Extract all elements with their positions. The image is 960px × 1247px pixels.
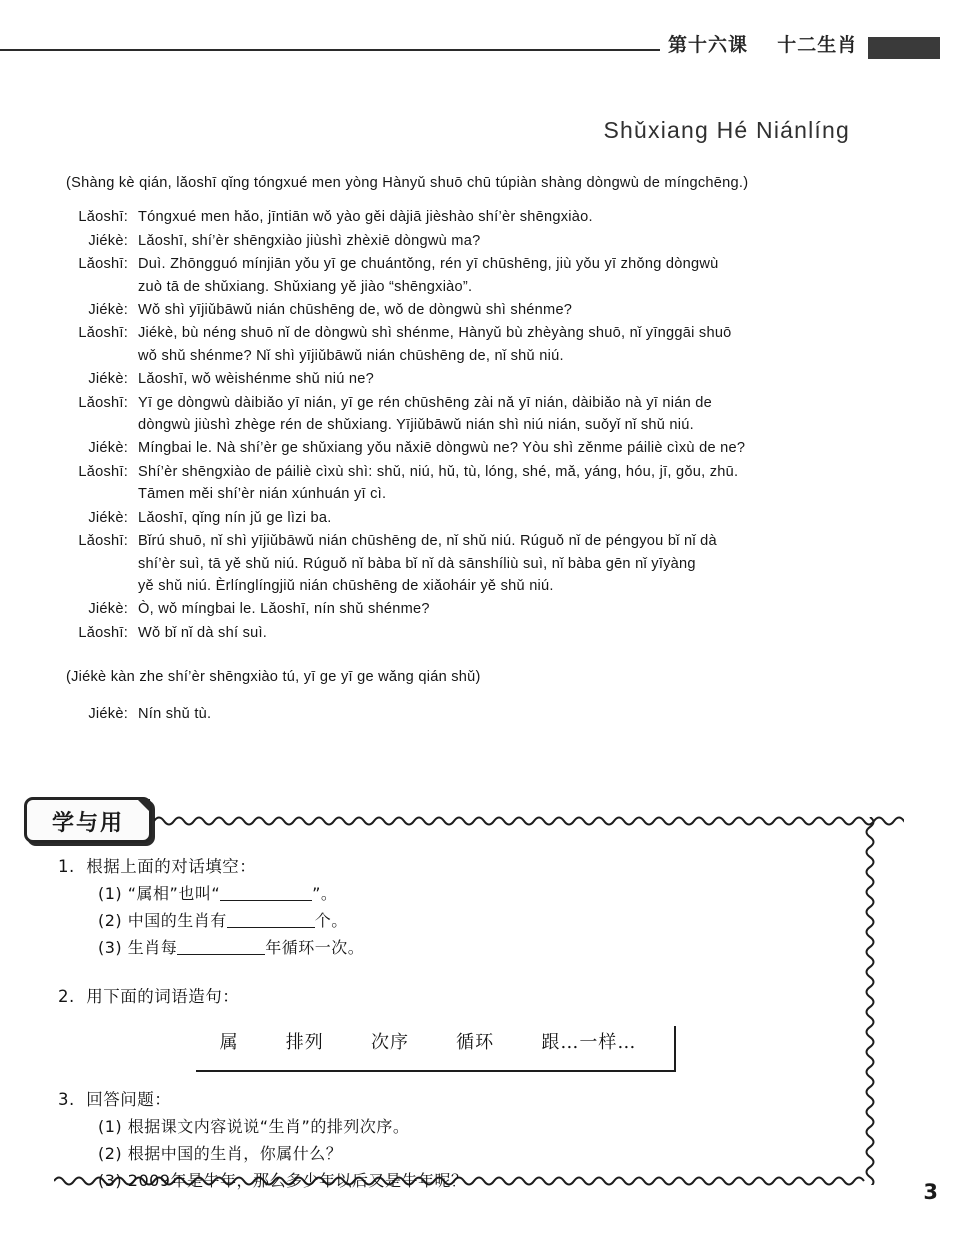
spacer <box>56 967 826 983</box>
speaker-label: Lǎoshī: <box>78 533 128 550</box>
dialogue-line: Wǒ shì yījiǔbāwǔ nián chūshēng de, wǒ de dòngwù shì shénme? <box>138 302 573 319</box>
subitem-label: (1) <box>98 884 123 903</box>
subitem-text-before: “属相”也叫“ <box>127 884 221 903</box>
lesson-topic: 十二生肖 <box>777 34 858 56</box>
speaker-lines <box>138 530 870 597</box>
vocabulary-word: 排列 <box>285 1032 324 1053</box>
dialogue-turn <box>60 530 870 597</box>
speaker-label: Lǎoshī: <box>78 325 128 342</box>
dialogue-line: Bǐrú shuō, nǐ shì yījiǔbāwǔ nián chūshēng de, nǐ shǔ niú. Rúguǒ nǐ de péngyou bǐ nǐ dà <box>138 533 717 550</box>
exercise-subitem <box>98 1167 826 1194</box>
subitem-text-after: 年循环一次。 <box>265 938 365 957</box>
vocabulary-word: 次序 <box>370 1032 409 1053</box>
exercise-subitem <box>98 1113 826 1140</box>
speaker-lines <box>138 368 870 390</box>
speaker-lines <box>138 322 870 367</box>
dialogue-turn <box>60 461 870 506</box>
wavy-border-right <box>860 817 880 1185</box>
exercise-number: 1. <box>58 857 75 876</box>
dialogue-line: Jiékè, bù néng shuō nǐ de dòngwù shì shénme, Hànyǔ bù zhèyàng shuō, nǐ yīnggāi shuō <box>138 325 732 342</box>
dialogue-turn <box>60 392 870 437</box>
speaker-lines <box>138 598 870 620</box>
dialogue-line: Wǒ bǐ nǐ dà shí suì. <box>138 624 268 641</box>
dialogue-line: Tóngxué men hǎo, jīntiān wǒ yào gěi dàjiā jièshào shí’èr shēngxiào. <box>138 209 593 226</box>
subitem-label: (1) <box>98 1117 123 1136</box>
vocabulary-row <box>196 1028 660 1054</box>
exercise-subitem <box>98 907 826 934</box>
dialogue-turn <box>60 437 870 459</box>
speaker-label: Lǎoshī: <box>78 209 128 226</box>
speaker-label: Lǎoshī: <box>78 624 128 641</box>
vocabulary-box <box>196 1026 676 1072</box>
section-badge <box>24 797 152 843</box>
dialogue-line: Tāmen měi shí’èr nián xúnhuán yī cì. <box>138 486 387 503</box>
speaker-lines <box>138 461 870 506</box>
running-head-block <box>868 37 940 59</box>
page-title: Shǔxiang Hé Niánlíng <box>603 117 850 143</box>
speaker-label: Jiékè: <box>88 705 128 722</box>
speaker-lines <box>138 253 870 298</box>
running-head-title <box>668 30 857 57</box>
dialogue-line: Duì. Zhōngguó mínjiān yǒu yī ge chuántǒng, rén yī chūshēng, jiù yǒu yī zhǒng dòngwù <box>138 256 719 273</box>
subitem-label: (3) <box>98 938 123 957</box>
exercise-heading <box>58 983 826 1010</box>
subitem-text: 根据中国的生肖，你属什么？ <box>127 1144 343 1163</box>
fill-blank[interactable] <box>177 937 265 955</box>
subitem-text: 2009年是牛年，那么多少年以后又是牛年呢？ <box>127 1171 468 1190</box>
speaker-label: Jiékè: <box>88 302 128 319</box>
dialogue-line: zuò tā de shǔxiang. Shǔxiang yě jiào “shēngxiào”. <box>138 278 473 295</box>
stage-direction: (Shàng kè qián, lǎoshī qǐng tóngxué men yòng Hànyǔ shuō chū túpiàn shàng dòngwù de míngchēng.) <box>66 175 749 191</box>
section-badge-label: 学与用 <box>51 811 124 836</box>
dialogue-line: Lǎoshī, shí’èr shēngxiào jiùshì zhèxiē dòngwù ma? <box>138 232 481 249</box>
speaker-label: Lǎoshī: <box>78 463 128 480</box>
dialogue-line: Ò, wǒ míngbai le. Lǎoshī, nín shǔ shénme? <box>138 601 430 618</box>
speaker-label: Jiékè: <box>88 232 128 249</box>
dialogue-turn <box>60 230 870 252</box>
running-head-rule <box>0 49 660 51</box>
speaker-label: Lǎoshī: <box>78 256 128 273</box>
subitem-label: (2) <box>98 911 123 930</box>
speaker-lines <box>138 230 870 252</box>
dialogue-turn <box>60 322 870 367</box>
dialogue-line: Míngbai le. Nà shí’èr ge shǔxiang yǒu nǎxiē dòngwù ne? Yòu shì zěnme páiliè cìxù de ne? <box>138 440 746 457</box>
exercise-heading-text: 用下面的词语造句： <box>86 987 240 1006</box>
exercises-content <box>56 853 826 1200</box>
dialogue-line: Nín shǔ tù. <box>138 705 212 722</box>
wavy-border-top <box>154 813 904 829</box>
exercise-subitem <box>98 934 826 961</box>
exercise-item-1 <box>56 853 826 961</box>
subitem-label: (3) <box>98 1171 123 1190</box>
speaker-lines <box>138 392 870 437</box>
dialogue-turn <box>60 622 870 644</box>
exercise-heading-text: 回答问题： <box>86 1090 172 1109</box>
dialogue-line: yě shǔ niú. Èrlínglíngjiǔ nián chūshēng de xiǎoháir yě shǔ niú. <box>138 577 554 594</box>
speaker-label: Jiékè: <box>88 509 128 526</box>
subitem-text-before: 中国的生肖有 <box>127 911 227 930</box>
speaker-label: Jiékè: <box>88 371 128 388</box>
speaker-lines <box>138 299 870 321</box>
exercise-subitem <box>98 1140 826 1167</box>
running-head <box>0 30 960 70</box>
dialogue-turn <box>60 598 870 620</box>
dialogue-body <box>60 172 870 726</box>
subitem-text: 根据课文内容说说“生肖”的排列次序。 <box>127 1117 410 1136</box>
dialogue-line: Lǎoshī, qǐng nín jǔ ge lìzi ba. <box>138 509 332 526</box>
dialogue-line: wǒ shǔ shénme? Nǐ shì yījiǔbāwǔ nián chūshēng de, nǐ shǔ niú. <box>138 347 564 364</box>
subitem-text-after: 个。 <box>314 911 348 930</box>
exercise-item-3 <box>56 1086 826 1194</box>
exercises-panel <box>24 795 904 1215</box>
speaker-lines <box>138 703 870 725</box>
subitem-label: (2) <box>98 1144 123 1163</box>
dialogue-line: Yī ge dòngwù dàibiǎo yī nián, yī ge rén chūshēng zài nǎ yī nián, dàibiǎo nà yī nián de <box>138 394 713 411</box>
dialogue-turn <box>60 299 870 321</box>
lesson-number: 第十六课 <box>668 34 749 56</box>
speaker-lines <box>138 622 870 644</box>
dialogue-turn <box>60 253 870 298</box>
dialogue-line: Shí’èr shēngxiào de páiliè cìxù shì: shǔ, niú, hǔ, tù, lóng, shé, mǎ, yáng, hóu, jī, gǒu, zhū. <box>138 463 739 480</box>
dialogue-line: dòngwù jiùshì zhège rén de shǔxiang. Yījiǔbāwǔ nián shì niú nián, suǒyǐ nǐ shǔ niú. <box>138 417 694 434</box>
fill-blank[interactable] <box>227 910 315 928</box>
dialogue-turn <box>60 703 870 725</box>
speaker-label: Jiékè: <box>88 440 128 457</box>
dialogue-line: Lǎoshī, wǒ wèishénme shǔ niú ne? <box>138 371 374 388</box>
dialogue-line: shí’èr suì, tā yě shǔ niú. Rúguǒ nǐ bàba bǐ nǐ dà sānshíliù suì, nǐ bàba gēn nǐ yīyàng <box>138 555 696 572</box>
exercise-heading-text: 根据上面的对话填空： <box>86 857 257 876</box>
subitem-text-after: ”。 <box>312 884 338 903</box>
page-number: 3 <box>923 1180 938 1204</box>
speaker-lines <box>138 437 870 459</box>
speaker-label: Lǎoshī: <box>78 394 128 411</box>
exercise-number: 2. <box>58 987 75 1006</box>
speaker-lines <box>138 507 870 529</box>
dialogue-turn <box>60 507 870 529</box>
exercise-heading <box>58 1086 826 1113</box>
speaker-lines <box>138 206 870 228</box>
dialogue-turn <box>60 368 870 390</box>
dialogue-turn <box>60 206 870 228</box>
fill-blank[interactable] <box>220 883 312 901</box>
exercise-subitem <box>98 880 826 907</box>
subitem-text-before: 生肖每 <box>127 938 178 957</box>
vocabulary-word: 循环 <box>456 1032 495 1053</box>
vocabulary-word: 跟…一样… <box>541 1032 637 1053</box>
stage-direction: (Jiékè kàn zhe shí’èr shēngxiào tú, yī ge yī ge wǎng qián shǔ) <box>66 669 481 686</box>
exercise-heading <box>58 853 826 880</box>
exercise-item-2 <box>56 983 826 1072</box>
exercise-number: 3. <box>58 1090 75 1109</box>
speaker-label: Jiékè: <box>88 601 128 618</box>
vocabulary-word: 属 <box>219 1032 239 1053</box>
